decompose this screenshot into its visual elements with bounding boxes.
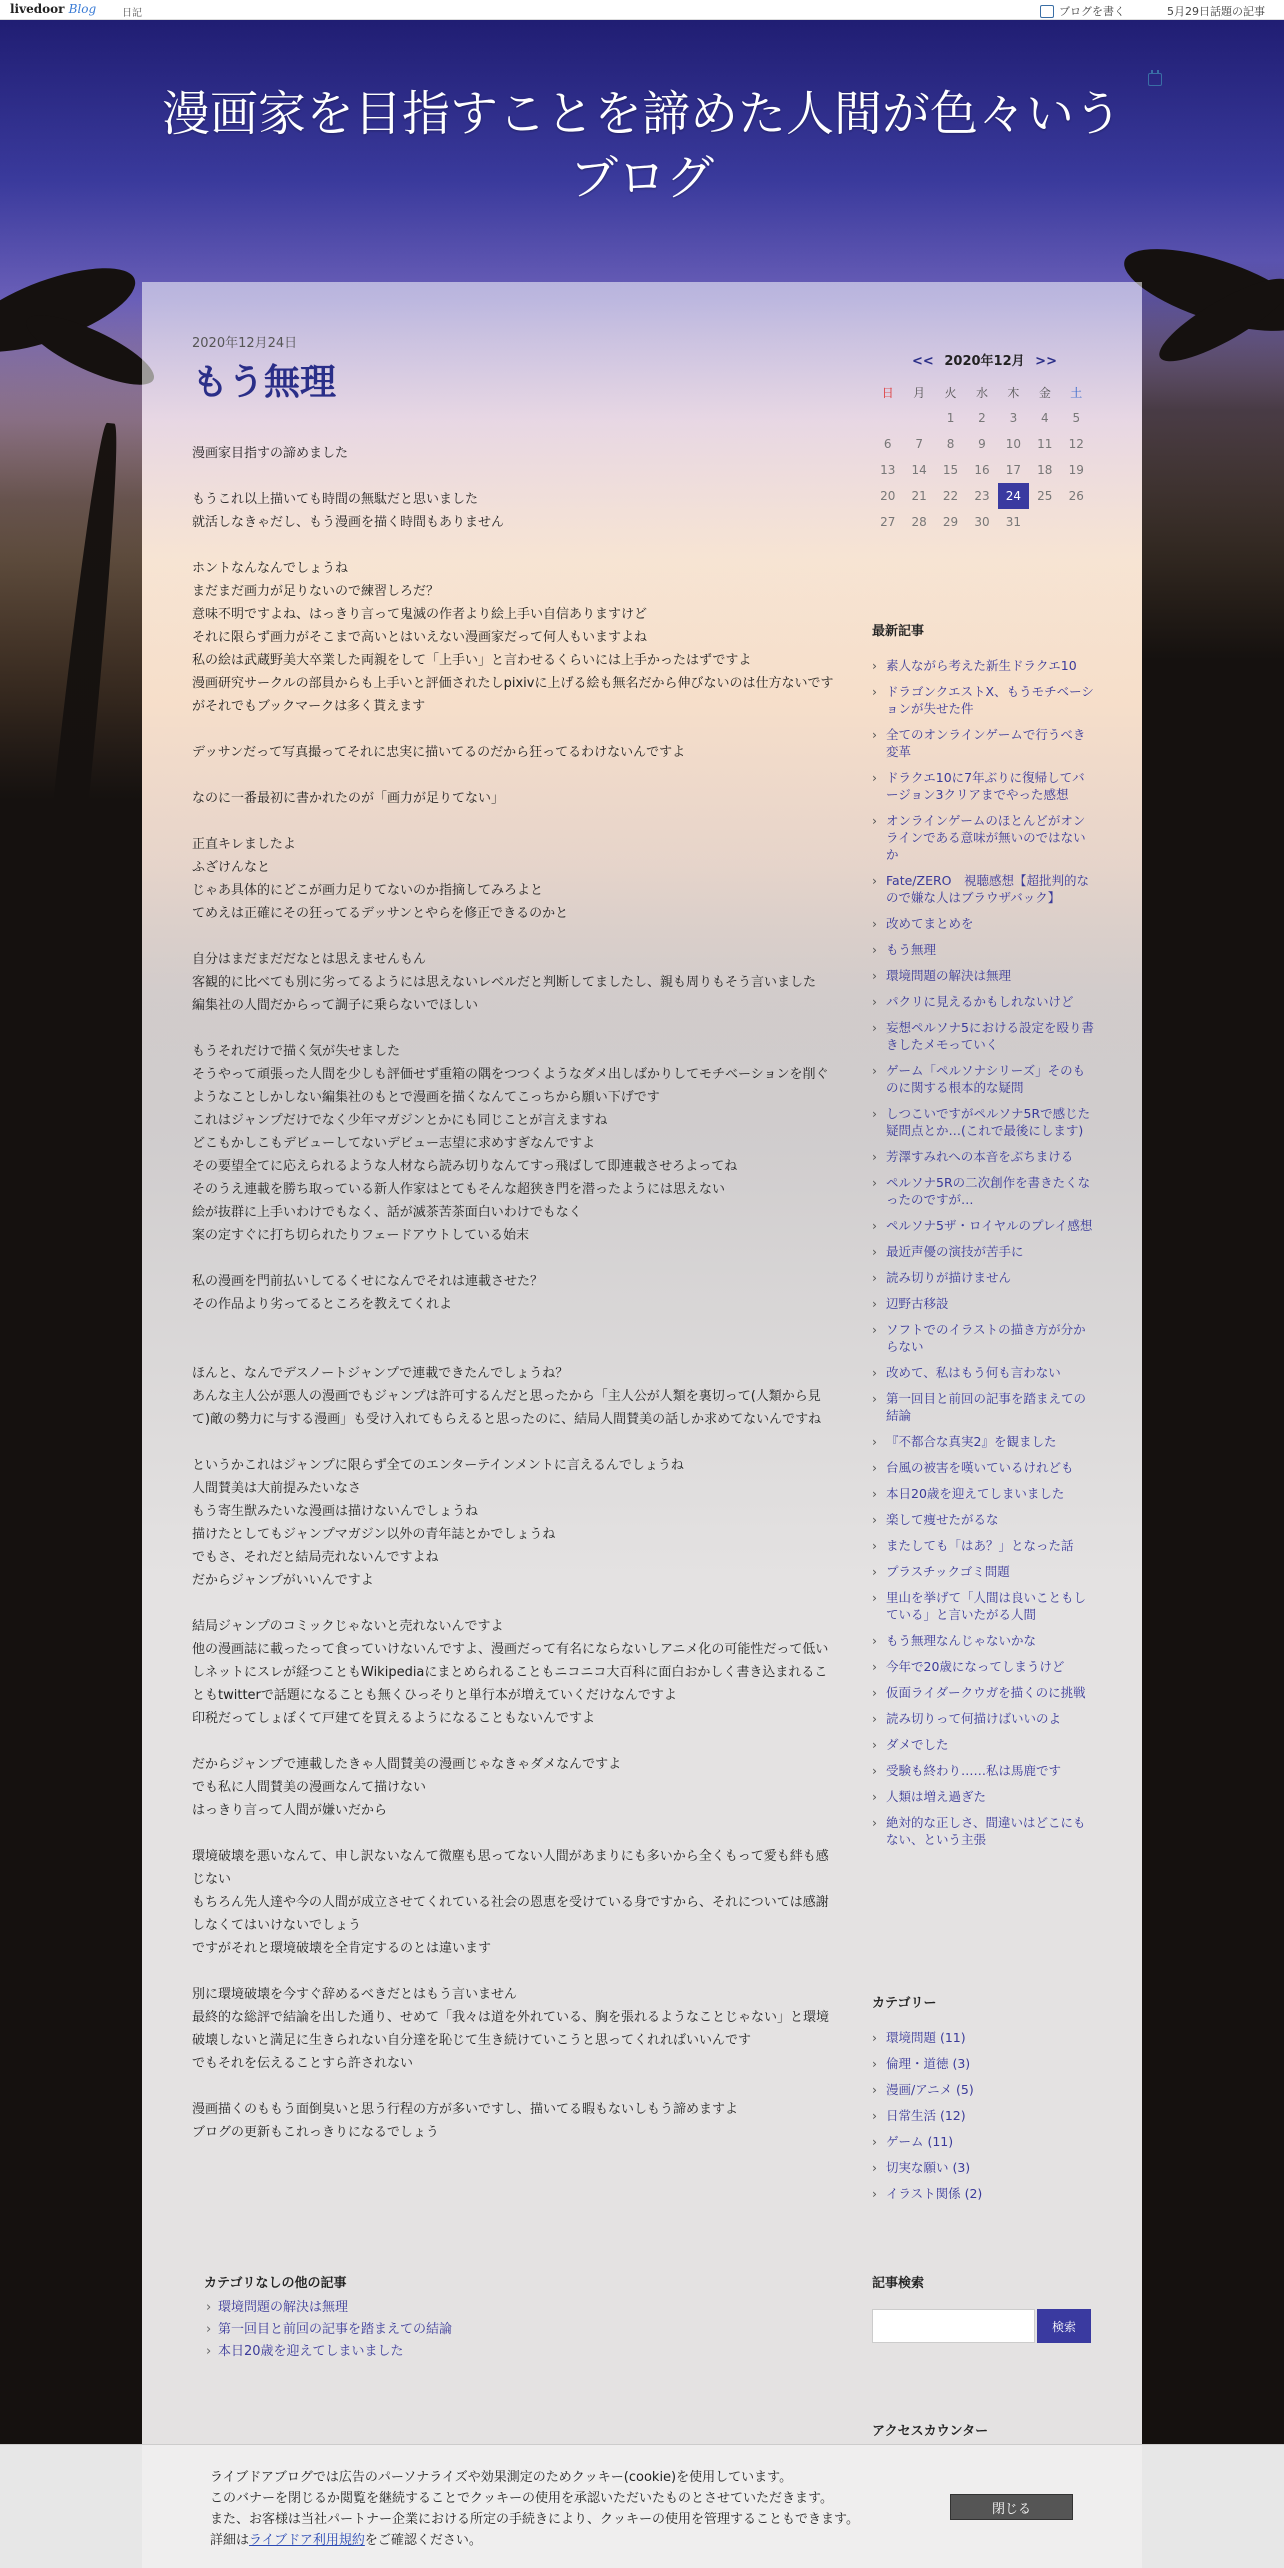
cookie-close-button[interactable]: 閉じる	[950, 2494, 1073, 2520]
calendar-weekday: 土	[1070, 385, 1083, 400]
recent-article-link[interactable]: › 読み切りって何描けばいいのよ	[872, 1710, 1097, 1727]
other-article-link[interactable]: › 環境問題の解決は無理	[204, 2297, 804, 2319]
article-search	[872, 2272, 1097, 2343]
calendar-weekday: 日	[881, 385, 894, 400]
calendar-day: 18	[1037, 463, 1053, 477]
recent-articles-heading: 最新記事	[872, 624, 925, 639]
calendar-day: 13	[880, 463, 896, 477]
post-title[interactable]: もう無理	[192, 361, 337, 403]
livedoor-topbar	[0, 0, 1284, 20]
recent-article-link[interactable]: › 人類は増え過ぎた	[872, 1788, 1097, 1805]
recent-article-link[interactable]: › ペルソナ5Rの二次創作を書きたくなったのですが…	[872, 1174, 1097, 1208]
recent-article-link[interactable]: › 改めてまとめを	[872, 915, 1097, 932]
recent-article-link[interactable]: › 環境問題の解決は無理	[872, 967, 1097, 984]
calendar	[872, 350, 1097, 535]
category-link[interactable]: › 漫画/アニメ (5)	[872, 2081, 1097, 2098]
recent-articles	[872, 620, 1097, 1857]
calendar-day: 20	[880, 489, 896, 503]
recent-article-link[interactable]: › ドラゴンクエストX、もうモチベーションが失せた件	[872, 683, 1097, 717]
calendar-day: 19	[1068, 463, 1084, 477]
recent-article-link[interactable]: › 楽して痩せたがるな	[872, 1511, 1097, 1528]
calendar-day: 25	[1037, 489, 1053, 503]
recent-article-link[interactable]: › ダメでした	[872, 1736, 1097, 1753]
write-blog-link[interactable]	[1040, 3, 1125, 19]
recent-article-link[interactable]: › しつこいですがペルソナ5Rで感じた疑問点とか…(これで最後にします)	[872, 1105, 1097, 1139]
recent-article-link[interactable]: › 仮面ライダークウガを描くのに挑戦	[872, 1684, 1097, 1701]
calendar-day: 4	[1041, 411, 1049, 425]
calendar-day	[1061, 509, 1092, 535]
calendar-day: 5	[1072, 411, 1081, 425]
calendar-next-link[interactable]: >>	[1035, 354, 1057, 369]
cookie-text: ライブドアブログでは広告のパーソナライズや効果測定のためクッキー(cookie)を使用しています。 このバナーを閉じるか閲覧を継続することでクッキーの使用を承認いただいたものとさせていただきます。 また、お客様は当社パートナー企業における所定の手続きにより、クッキーの使用を管理することもできます。 詳細はライブドア利用規約をご確認ください。	[210, 2470, 859, 2548]
search-input[interactable]	[872, 2309, 1035, 2343]
categories	[872, 1992, 1097, 2211]
calendar-day[interactable]: 24	[998, 483, 1029, 509]
calendar-day: 6	[883, 437, 892, 451]
pencil-icon	[1040, 5, 1054, 18]
calendar-day: 27	[880, 515, 896, 529]
calendar-weekday: 金	[1038, 385, 1051, 400]
recent-article-link[interactable]: › オンラインゲームのほとんどがオンラインである意味が無いのではないか	[872, 812, 1097, 863]
calendar-day	[903, 405, 934, 431]
recent-article-link[interactable]: › ソフトでのイラストの描き方が分からない	[872, 1321, 1097, 1355]
main-container	[142, 282, 1142, 2568]
calendar-day	[872, 405, 903, 431]
calendar-day: 16	[974, 463, 990, 477]
recent-article-link[interactable]: › もう無理	[872, 941, 1097, 958]
calendar-icon	[1148, 73, 1162, 86]
recent-article-link[interactable]: › またしても「はあ？」となった話	[872, 1537, 1097, 1554]
calendar-weekday: 月	[913, 385, 926, 400]
recent-article-link[interactable]: › 今年で20歳になってしまうけど	[872, 1658, 1097, 1675]
trending-label: 5月29日話題の記事	[1167, 5, 1265, 18]
calendar-day: 9	[978, 437, 986, 451]
recent-article-link[interactable]: › 里山を挙げて「人間は良いこともしている」と言いたがる人間	[872, 1589, 1097, 1623]
category-link[interactable]: › 倫理・道徳 (3)	[872, 2055, 1097, 2072]
recent-article-link[interactable]: › 第一回目と前回の記事を踏まえての結論	[872, 1390, 1097, 1424]
search-heading: 記事検索	[872, 2276, 925, 2291]
recent-article-link[interactable]: › もう無理なんじゃないかな	[872, 1632, 1097, 1649]
categories-heading: カテゴリー	[872, 1996, 937, 2011]
calendar-day: 14	[911, 463, 927, 477]
recent-article-link[interactable]: › 妄想ペルソナ5における設定を殴り書きしたメモっていく	[872, 1019, 1097, 1053]
blog-title[interactable]: 漫画家を目指すことを諦めた人間が色々いうブログ	[161, 86, 1122, 206]
livedoor-blog-logo[interactable]: livedoor Blog	[10, 2, 97, 16]
category-link[interactable]: › 環境問題 (11)	[872, 2029, 1097, 2046]
calendar-day: 31	[1005, 515, 1022, 529]
recent-article-link[interactable]: › Fate/ZERO 視聴感想【超批判的なので嫌な人はブラウザバック】	[872, 872, 1097, 906]
calendar-day	[1029, 509, 1060, 535]
other-article-link[interactable]: › 第一回目と前回の記事を踏まえての結論	[204, 2319, 804, 2341]
recent-article-link[interactable]: › 最近声優の演技が苦手に	[872, 1243, 1097, 1260]
calendar-day: 15	[942, 463, 959, 477]
trending-articles-link[interactable]	[1148, 3, 1265, 19]
recent-article-link[interactable]: › パクリに見えるかもしれないけど	[872, 993, 1097, 1010]
recent-article-link[interactable]: › プラスチックゴミ問題	[872, 1563, 1097, 1580]
recent-article-link[interactable]: › 読み切りが描けません	[872, 1269, 1097, 1286]
calendar-day: 11	[1037, 437, 1053, 451]
category-link[interactable]: › 日常生活 (12)	[872, 2107, 1097, 2124]
search-button[interactable]: 検索	[1037, 2309, 1091, 2343]
category-link[interactable]: › イラスト関係 (2)	[872, 2185, 1097, 2202]
write-blog-label: ブログを書く	[1059, 5, 1125, 18]
cookie-banner	[0, 2444, 1284, 2568]
terms-link[interactable]: ライブドア利用規約	[249, 2533, 365, 2548]
recent-article-link[interactable]: › ゲーム「ペルソナシリーズ」そのものに関する根本的な疑問	[872, 1062, 1097, 1096]
recent-article-link[interactable]: › 本日20歳を迎えてしまいました	[872, 1485, 1097, 1502]
calendar-day: 12	[1068, 437, 1084, 451]
calendar-weekday: 木	[1007, 385, 1020, 400]
recent-article-link[interactable]: › 全てのオンラインゲームで行うべき変革	[872, 726, 1097, 760]
calendar-day: 10	[1005, 437, 1022, 451]
calendar-day: 8	[946, 437, 955, 451]
calendar-month: 2020年12月	[944, 354, 1025, 369]
recent-article-link[interactable]: › 辺野古移設	[872, 1295, 1097, 1312]
recent-article-link[interactable]: › 改めて、私はもう何も言わない	[872, 1364, 1097, 1381]
calendar-day: 7	[915, 437, 923, 451]
calendar-day: 23	[974, 489, 990, 503]
calendar-header	[872, 350, 1097, 369]
recent-article-link[interactable]: › ペルソナ5ザ・ロイヤルのプレイ感想	[872, 1217, 1097, 1234]
calendar-day: 21	[911, 489, 927, 503]
other-article-link[interactable]: › 本日20歳を迎えてしまいました	[204, 2341, 804, 2363]
calendar-day: 30	[974, 515, 990, 529]
diary-link[interactable]: 日記	[122, 8, 142, 19]
recent-article-link[interactable]: › 素人ながら考えた新生ドラクエ10	[872, 657, 1097, 674]
recent-article-link[interactable]: › 台風の被害を嘆いているけれども	[872, 1459, 1097, 1476]
post-date: 2020年12月24日	[192, 336, 298, 351]
recent-article-link[interactable]: › ドラクエ10に7年ぶりに復帰してバージョン3クリアまでやった感想	[872, 769, 1097, 803]
category-link[interactable]: › ゲーム (11)	[872, 2133, 1097, 2150]
other-articles-box	[204, 2272, 804, 2363]
calendar-weekday: 火	[944, 385, 957, 400]
recent-article-link[interactable]: › 受験も終わり……私は馬鹿です	[872, 1762, 1097, 1779]
calendar-table	[872, 379, 1092, 535]
access-counter-heading: アクセスカウンター	[872, 2424, 989, 2439]
recent-article-link[interactable]: › 芳澤すみれへの本音をぶちまける	[872, 1148, 1097, 1165]
calendar-day: 3	[1009, 411, 1018, 425]
calendar-day: 22	[942, 489, 959, 503]
recent-article-link[interactable]: › 『不都合な真実2』を観ました	[872, 1433, 1097, 1450]
calendar-day: 2	[978, 411, 986, 425]
recent-article-link[interactable]: › 絶対的な正しさ、間違いはどこにもない、という主張	[872, 1814, 1097, 1848]
calendar-weekday: 水	[975, 385, 988, 400]
other-articles-heading: カテゴリなしの他の記事	[204, 2276, 347, 2291]
calendar-day: 1	[946, 411, 955, 425]
calendar-prev-link[interactable]: <<	[912, 354, 934, 369]
category-link[interactable]: › 切実な願い (3)	[872, 2159, 1097, 2176]
post-body: 漫画家目指すの諦めました もうこれ以上描いても時間の無駄だと思いました 就活しなきゃだし、もう漫画を描く時間もありません ホントなんなんでしょうね まだまだ画力が足りないので練習しろだ？ 意味不明ですよね、はっきり言って鬼滅の作者より絵上手い自信ありますけど それに限らず画力がそこまで高いとはいえない漫画家だって何人もいますよね 私の絵は武蔵野美大卒業した両親をして「上手い」と言わせるくらいには上手かったはずですよ 漫画研究サークルの部員からも上手いと評価されたしpixivに上げる絵も無名だから伸びないのは仕方ないですがそれでもブックマークは多く貰えます デッサンだって写真撮ってそれに忠実に描いてるのだから狂ってるわけないんですよ なのに一番最初に書かれたのが「画力が足りてない」 正直キレましたよ ふざけんなと じゃあ具体的にどこが画力足りてないのか指摘してみろよと てめえは正確にその狂ってるデッサンとやらを修正できるのかと 自分はまだまだだなとは思えませんもん 客観的に比べても別に劣ってるようには思えないレベルだと判断してましたし、親も周りもそう言いました 編集社の人間だからって調子に乗らないでほしい もうそれだけで描く気が失せました そうやって頑張った人間を少しも評価せず重箱の隅をつつくようなダメ出しばかりしてモチベーションを削ぐようなことしかしない編集社のもとで漫画を描くなんてこっちから願い下げです これはジャンプだけでなく少年マガジンとかにも同じことが言えますね どこもかしこもデビューしてないデビュー志望に求めすぎなんですよ その要望全てに応えられるような人材なら読み切りなんてすっ飛ばして即連載させろよってね そのうえ連載を勝ち取っている新人作家はとてもそんな超狭き門を潜ったようには思えない 絵が抜群に上手いわけでもなく、話が滅茶苦茶面白いわけでもなく 案の定すぐに打ち切られたりフェードアウトしている始末 私の漫画を門前払いしてるくせになんでそれは連載させた？ その作品より劣ってるところを教えてくれよ ほんと、なんでデスノートジャンプで連載できたんでしょうね？ あんな主人公が悪人の漫画でもジャンプは許可するんだと思ったから「主人公が人類を裏切って(人類から見て)敵の勢力に与する漫画」も受け入れてもらえると思ったのに、結局人間賛美の話しか求めてないんですね というかこれはジャンプに限らず全てのエンターテインメントに言えるんでしょうね 人間賛美は大前提みたいなさ もう寄生獣みたいな漫画は描けないんでしょうね 描けたとしてもジャンプマガジン以外の青年誌とかでしょうね でもさ、それだと結局売れないんですよね だからジャンプがいいんですよ 結局ジャンプのコミックじゃないと売れないんですよ 他の漫画誌に載ったって食っていけないんですよ、漫画だって有名にならないしアニメ化の可能性だって低いしネットにスレが経つこともWikipediaにまとめられることもニコニコ大百科に面白おかしく書き込まれることもtwitterで話題になることも無くひっそりと単行本が増えていくだけなんですよ 印税だってしょぼくて戸建てを買えるようになることもないんですよ だからジャンプで連載したきゃ人間賛美の漫画じゃなきゃダメなんですよ でも私に人間賛美の漫画なんて描けない はっきり言って人間が嫌いだから 環境破壊を悪いなんて、申し訳ないなんて微塵も思ってない人間があまりにも多いから全くもって愛も絆も感じない もちろん先人達や今の人間が成立させてくれている社会の恩恵を受けている身ですから、それについては感謝しなくてはいけないでしょう ですがそれと環境破壊を全肯定するのとは違います 別に環境破壊を今すぐ辞めるべきだとはもう言いません 最終的な総評で結論を出した通り、せめて「我々は道を外れている、胸を張れるようなことじゃない」と環境破壊しないと満足に生きられない自分達を恥じて生き続けていこうと思ってくれればいいんです でもそれを伝えることすら許されない 漫画描くのももう面倒臭いと思う行程の方が多いですし、描いてる暇もないしもう諦めますよ ブログの更新もこれっきりになるでしょう	[192, 446, 834, 2140]
calendar-day: 29	[942, 515, 959, 529]
calendar-day: 28	[911, 515, 927, 529]
calendar-day: 17	[1005, 463, 1022, 477]
calendar-day: 26	[1068, 489, 1084, 503]
